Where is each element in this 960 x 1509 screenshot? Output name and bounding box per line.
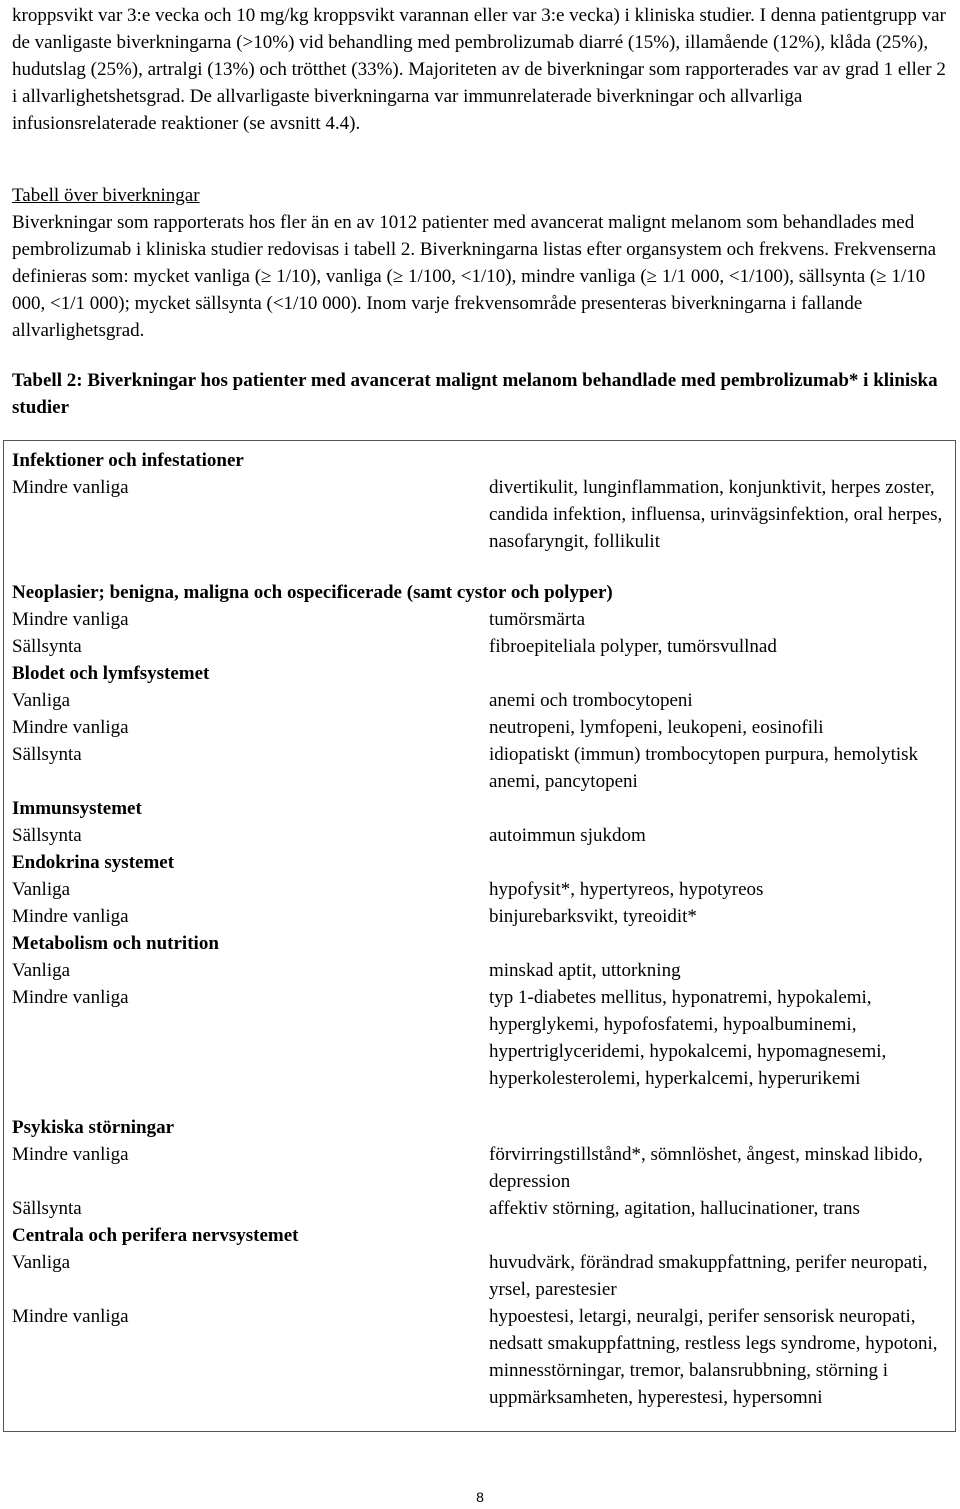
reaction-list: anemi och trombocytopeni (489, 690, 693, 711)
reaction-list: förvirringstillstånd*, sömnlöshet, ångest, minskad libido, depression (489, 1144, 923, 1192)
reaction-list: binjurebarksvikt, tyreoidit* (489, 906, 697, 927)
reaction-list: huvudvärk, förändrad smakuppfattning, perifer neuropati, yrsel, parestesier (489, 1252, 928, 1300)
reaction-list: affektiv störning, agitation, hallucinationer, trans (489, 1198, 860, 1219)
section-subheading: Tabell över biverkningar (12, 185, 200, 206)
category-label: Psykiska störningar (12, 1117, 175, 1138)
category-label: Blodet och lymfsystemet (12, 663, 210, 684)
reaction-list: neutropeni, lymfopeni, leukopeni, eosinofili (489, 717, 824, 738)
reaction-list: typ 1-diabetes mellitus, hyponatremi, hypokalemi, hyperglykemi, hypofosfatemi, hypoalbuminemi, hypertriglyceridemi, hypokalcemi, hypomagnesemi, hyperkolesterolemi, hyperkalcemi, hyperurikemi (489, 987, 887, 1089)
reaction-list: minskad aptit, uttorkning (489, 960, 681, 981)
reaction-list: tumörsmärta (489, 609, 586, 630)
frequency-label: Sällsynta (12, 825, 82, 846)
frequency-label: Vanliga (12, 690, 71, 711)
category-label: Infektioner och infestationer (12, 450, 244, 471)
page-number: 8 (476, 1489, 484, 1505)
category-label: Centrala och perifera nervsystemet (12, 1225, 299, 1246)
category-label: Neoplasier; benigna, maligna och ospecificerade (samt cystor och polyper) (12, 582, 613, 603)
frequency-label: Vanliga (12, 960, 71, 981)
frequency-paragraph: Biverkningar som rapporterats hos fler än en av 1012 patienter med avancerat malignt melanom som behandlades med pembrolizumab i kliniska studier redovisas i tabell 2. Biverkningarna listas efter organsystem och frekvens. Frekvenserna definieras som: mycket vanliga (≥ 1/10), vanliga (≥ 1/100, <1/10), mindre vanliga (≥ 1/1 000, <1/100), sällsynta (≥ 1/10 000, <1/1 000); mycket sällsynta (<1/10 000). Inom varje frekvensområde presenteras biverkningarna i fallande allvarlighetsgrad. (12, 212, 937, 341)
frequency-label: Mindre vanliga (12, 717, 129, 738)
adverse-reactions-table (3, 440, 956, 1432)
frequency-label: Vanliga (12, 879, 71, 900)
category-label: Metabolism och nutrition (12, 933, 219, 954)
reaction-list: autoimmun sjukdom (489, 825, 646, 846)
frequency-label: Sällsynta (12, 636, 82, 657)
frequency-label: Mindre vanliga (12, 609, 129, 630)
reaction-list: hypofysit*, hypertyreos, hypotyreos (489, 879, 764, 900)
frequency-label: Mindre vanliga (12, 1144, 129, 1165)
frequency-label: Sällsynta (12, 744, 82, 765)
reaction-list: fibroepiteliala polyper, tumörsvullnad (489, 636, 777, 657)
category-label: Endokrina systemet (12, 852, 175, 873)
frequency-label: Sällsynta (12, 1198, 82, 1219)
intro-paragraph: kroppsvikt var 3:e vecka och 10 mg/kg kroppsvikt varannan eller var 3:e vecka) i kliniska studier. I denna patientgrupp var de vanligaste biverkningarna (>10%) vid behandling med pembrolizumab diarré (15%), illamående (12%), klåda (25%), hudutslag (25%), artralgi (13%) och trötthet (33%). Majoriteten av de biverkningar som rapporterades var av grad 1 eller 2 i allvarlighetshetsgrad. De allvarligaste biverkningarna var immunrelaterade biverkningar och allvarliga infusionsrelaterade reaktioner (se avsnitt 4.4). (12, 5, 946, 134)
table-caption: Tabell 2: Biverkningar hos patienter med avancerat malignt melanom behandlade med pembrolizumab* i kliniska studier (12, 370, 938, 418)
reaction-list: divertikulit, lunginflammation, konjunktivit, herpes zoster, candida infektion, influensa, urinvägsinfektion, oral herpes, nasofaryngit, follikulit (489, 477, 943, 552)
frequency-label: Mindre vanliga (12, 906, 129, 927)
reaction-list: hypoestesi, letargi, neuralgi, perifer sensorisk neuropati, nedsatt smakuppfattning, restless legs syndrome, hypotoni, minnesstörningar, tremor, balansrubbning, störning i uppmärksamheten, hyperestesi, hypersomni (489, 1306, 938, 1408)
reaction-list: idiopatiskt (immun) trombocytopen purpura, hemolytisk anemi, pancytopeni (489, 744, 919, 792)
frequency-label: Mindre vanliga (12, 477, 129, 498)
frequency-label: Mindre vanliga (12, 987, 129, 1008)
frequency-label: Vanliga (12, 1252, 71, 1273)
category-label: Immunsystemet (12, 798, 142, 819)
frequency-label: Mindre vanliga (12, 1306, 129, 1327)
